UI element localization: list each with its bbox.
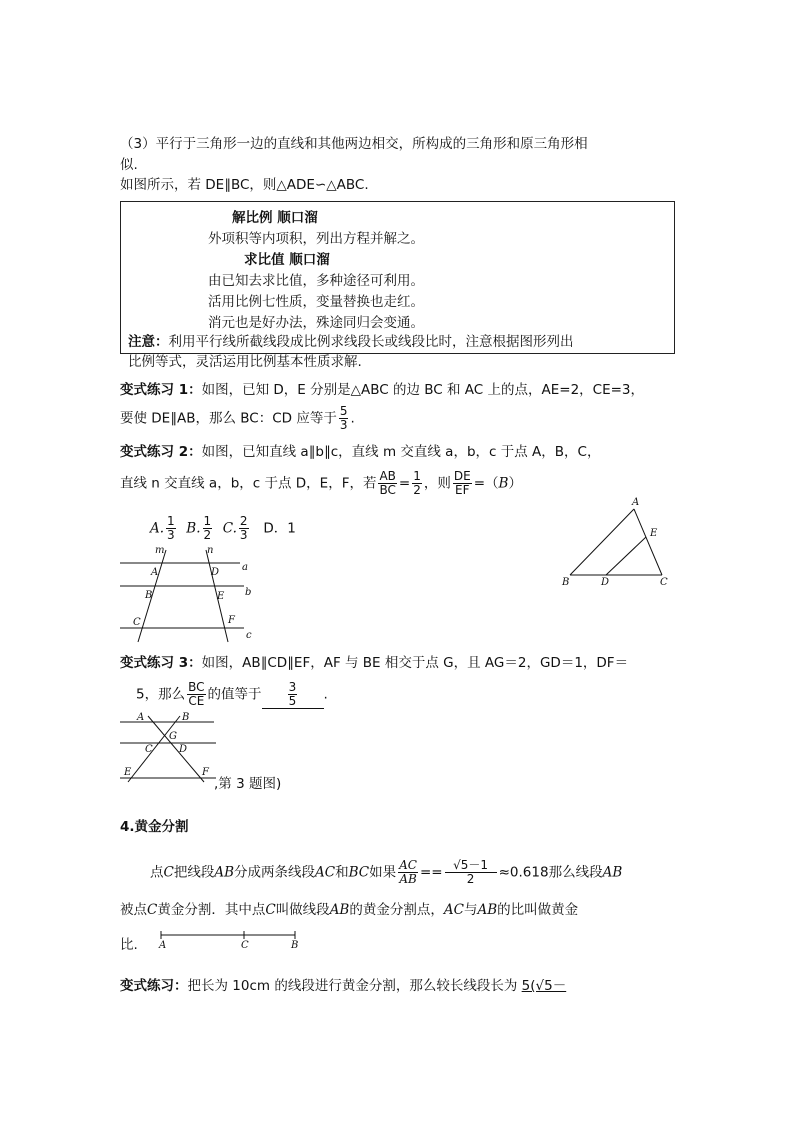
ex2-fraction-de-ef: $\frac{DE}{EF}$ [453, 469, 471, 497]
rhyme-title-2: 求比值 顺口溜 [244, 252, 330, 268]
label-b: b [245, 587, 252, 598]
tri-label-E: E [650, 528, 658, 539]
golden-paragraph-line-2: 被点C黄金分割．其中点C叫做线段AB的黄金分割点，AC与AB的比叫做黄金 [120, 902, 579, 918]
golden-paragraph-line-1: 点C把线段AB分成两条线段AC和BC如果 $\frac{AC}{AB}$ == $\frac{√5-1}{2}$ ≈0.618那么线段AB [150, 858, 623, 886]
label-E: E [217, 591, 225, 602]
ex3-line-2: 5，那么 $\frac{BC}{CE}$ 的值等于 $\frac{3}{5}$ . [136, 680, 328, 708]
tri-label-A: A [632, 497, 640, 508]
ex2-fraction-1-2: $\frac{1}{2}$ [413, 469, 421, 497]
ex1-line-2: 要使 DE∥AB，那么 BC：CD 应等于 $\frac{5}{3}$ . [120, 404, 355, 432]
label-D: D [211, 567, 220, 578]
label-A: A [151, 567, 159, 578]
rhyme-verse-3: 活用比例七性质，变量替换也走红。 [208, 294, 424, 310]
ex1-label: 变式练习 1： [120, 382, 202, 398]
ex3-line-1: 变式练习 3：如图，AB∥CD∥EF，AF 与 BE 相交于点 G，且 AG＝2，GD＝1，DF＝ [120, 655, 629, 671]
segment-label-C: C [241, 940, 249, 950]
intro-line-3: 如图所示，若 DE∥BC，则△ADE∽△ABC. [120, 177, 369, 193]
fig3-label-B: B [182, 712, 190, 723]
fig3-label-G: G [169, 731, 177, 742]
ex3-label: 变式练习 3： [120, 655, 202, 671]
label-C: C [133, 617, 141, 628]
ex2-options: A. $\frac{1}{3}$ B. $\frac{1}{2}$ C. $\frac{2}{3}$ D．1 [150, 514, 296, 542]
golden-fraction-ac-ab: $\frac{AC}{AB}$ [399, 858, 417, 886]
note-line-2: 比例等式，灵活运用比例基本性质求解. [128, 354, 362, 370]
golden-heading: 4.黄金分割 [120, 819, 189, 835]
fig3-label-D: D [179, 744, 188, 755]
ex2-answer: B [498, 475, 509, 492]
ex4-line: 变式练习：把长为 10cm 的线段进行黄金分割，那么较长线段长为 5(√5－ [120, 978, 567, 994]
intro-line-1: （3）平行于三角形一边的直线和其他两边相交，所构成的三角形和原三角形相 [120, 136, 588, 152]
note-line-1: 注意：利用平行线所截线段成比例求线段长或线段比时，注意根据图形列出 [128, 334, 574, 350]
note-label: 注意： [128, 334, 169, 350]
ex3-fraction-bc-ce: $\frac{BC}{CE}$ [188, 680, 205, 708]
figure-3 [116, 708, 226, 788]
parallel-lines-figure [118, 540, 263, 645]
ex2-line-2: 直线 n 交直线 a，b，c 于点 D，E，F，若 $\frac{AB}{BC}$ = $\frac{1}{2}$ ，则 $\frac{DE}{EF}$ =（B） [120, 469, 522, 497]
rhyme-verse-2: 由已知去求比值，多种途径可利用。 [208, 273, 424, 289]
golden-segment-figure [155, 928, 305, 950]
tri-label-B: B [562, 577, 570, 588]
ex1-answer-fraction: $\frac{5}{3}$ [339, 404, 348, 432]
triangle-figure [558, 495, 673, 590]
fig3-label-E: E [124, 767, 132, 778]
fig3-label-A: A [137, 712, 145, 723]
tri-label-C: C [660, 577, 668, 588]
label-m: m [155, 545, 165, 556]
ex4-answer: 5(√5－ [521, 978, 567, 994]
rhyme-verse-1: 外项积等内项积，列出方程并解之。 [208, 231, 424, 247]
fig3-label-F: F [202, 767, 209, 778]
segment-label-A: A [159, 940, 167, 950]
rhyme-title-1: 解比例 顺口溜 [232, 210, 318, 226]
figure-3-caption: ,第 3 题图) [214, 776, 282, 792]
tri-label-D: D [601, 577, 610, 588]
ex3-answer-fraction: $\frac{3}{5}$ [288, 680, 297, 708]
ex2-label: 变式练习 2： [120, 444, 202, 460]
rhyme-verse-4: 消元也是好办法，殊途同归会变通。 [208, 315, 424, 331]
fig3-label-C: C [145, 744, 153, 755]
segment-label-B: B [291, 940, 299, 950]
label-B: B [145, 590, 153, 601]
ex2-line-1: 变式练习 2：如图，已知直线 a∥b∥c，直线 m 交直线 a，b，c 于点 A，B，C， [120, 444, 601, 460]
label-F: F [228, 615, 235, 626]
golden-ratio-fraction: $\frac{√5-1}{2}$ [445, 859, 497, 886]
label-a: a [242, 562, 248, 573]
label-n: n [207, 545, 214, 556]
ex1-line-1: 变式练习 1：如图，已知 D，E 分别是△ABC 的边 BC 和 AC 上的点，AE=2，CE=3， [120, 382, 645, 398]
ex2-fraction-ab-bc: $\frac{AB}{BC}$ [379, 469, 396, 497]
label-c: c [246, 630, 252, 641]
intro-line-2: 似. [120, 157, 138, 173]
golden-paragraph-line-3: 比. [120, 937, 138, 953]
ex4-label: 变式练习： [120, 978, 188, 994]
